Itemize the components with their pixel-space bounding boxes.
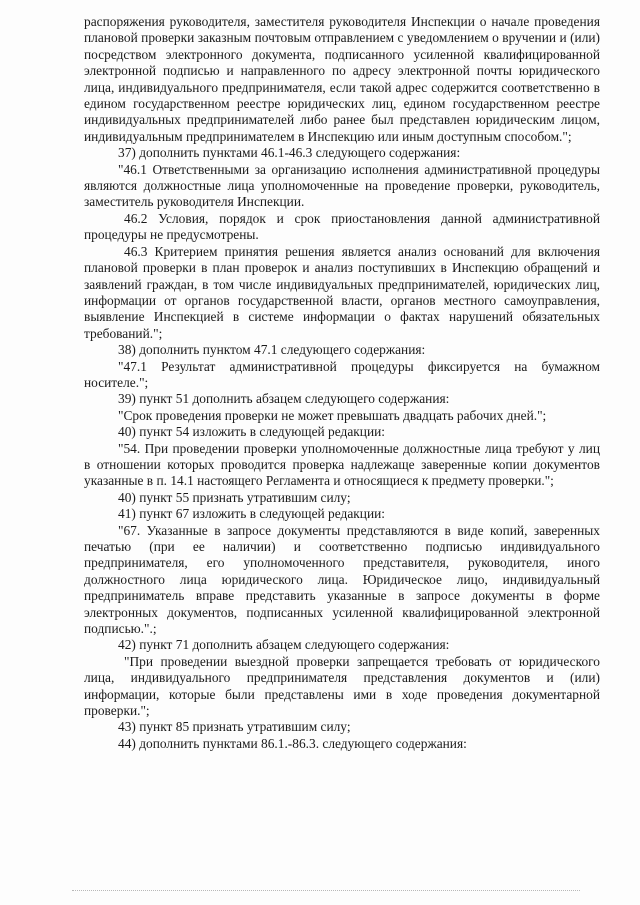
paragraph-46-3: 46.3 Критерием принятия решения является анализ оснований для включения плановой проверки в план проверок и анализ поступивших в Инспекцию обращений и заявлений граждан, в том числе индивидуальных предпринимателей, юридических лиц, информации от органов государственной власти, органов местного самоуправления, выявление Инспекцией в системе информации о фактах нарушений обязательных требований."; (84, 243, 600, 341)
document-body (84, 14, 600, 752)
paragraph-71-addition: "При проведении выездной проверки запрещается требовать от юридического лица, индивидуального предпринимателя представления документов и (или) информации, которые были представлены ими в ходе проведения документарной проверки."; (84, 653, 600, 719)
paragraph-46-2: 46.2 Условия, порядок и срок приостановления данной административной процедуры не предусмотрены. (84, 210, 600, 243)
paragraph-item-41: 41) пункт 67 изложить в следующей редакции: (118, 506, 386, 522)
paragraph-46-1: "46.1 Ответственными за организацию исполнения административной процедуры являются должностные лица уполномоченные на проведение проверки, руководитель, заместитель руководителя Инспекции. (84, 161, 600, 210)
paragraph-item-42: 42) пункт 71 дополнить абзацем следующего содержания: (118, 637, 450, 653)
paragraph-51-addition: "Срок проведения проверки не может превышать двадцать рабочих дней."; (118, 407, 547, 423)
paragraph-item-40-55: 40) пункт 55 признать утратившим силу; (118, 489, 351, 505)
paragraph-item-44: 44) дополнить пунктами 86.1.-86.3. следующего содержания: (118, 735, 467, 751)
paragraph-item-43: 43) пункт 85 признать утратившим силу; (118, 719, 351, 735)
paragraph-47-1: "47.1 Результат административной процедуры фиксируется на бумажном носителе."; (84, 358, 600, 390)
paragraph-67-text: "67. Указанные в запросе документы представляются в виде копий, заверенных печатью (при ее наличии) и соответственно подписью индивидуального предпринимателя, его уполномоченного представителя, руководителя, иного должностного лица юридического лица. Юридическое лицо, индивидуальный предприниматель вправе представить указанные в запросе документы в форме электронных документов, подписанных усиленной квалифицированной электронной подписью.".; (84, 522, 600, 637)
paragraph-item-39: 39) пункт 51 дополнить абзацем следующего содержания: (118, 391, 450, 407)
paragraph-item-40-54: 40) пункт 54 изложить в следующей редакции: (118, 424, 386, 440)
paragraph-continuation: распоряжения руководителя, заместителя руководителя Инспекции о начале проведения плановой проверки заказным почтовым отправлением с уведомлением о вручении и (или) посредством электронного документа, подписанного усиленной квалифицированной электронной подписью и направленного по адресу электронной почты юридического лица, индивидуального предпринимателя, если такой адрес содержится соответственно в едином государственном реестре юридических лиц, едином государственном реестре индивидуальных предпринимателей либо ранее был представлен юридическим лицом, индивидуальным предпринимателем в Инспекцию или иным доступным способом."; (84, 14, 600, 144)
paragraph-54-text: "54. При проведении проверки уполномоченные должностные лица требуют у лиц в отношении которых проводится проверка надлежаще заверенные копии документов указанные в п. 14.1 настоящего Регламента и относящиеся к предмету проверки."; (84, 440, 600, 489)
page-bottom-rule (72, 890, 580, 891)
paragraph-item-37: 37) дополнить пунктами 46.1-46.3 следующего содержания: (118, 145, 461, 161)
paragraph-item-38: 38) дополнить пунктом 47.1 следующего содержания: (118, 342, 426, 358)
